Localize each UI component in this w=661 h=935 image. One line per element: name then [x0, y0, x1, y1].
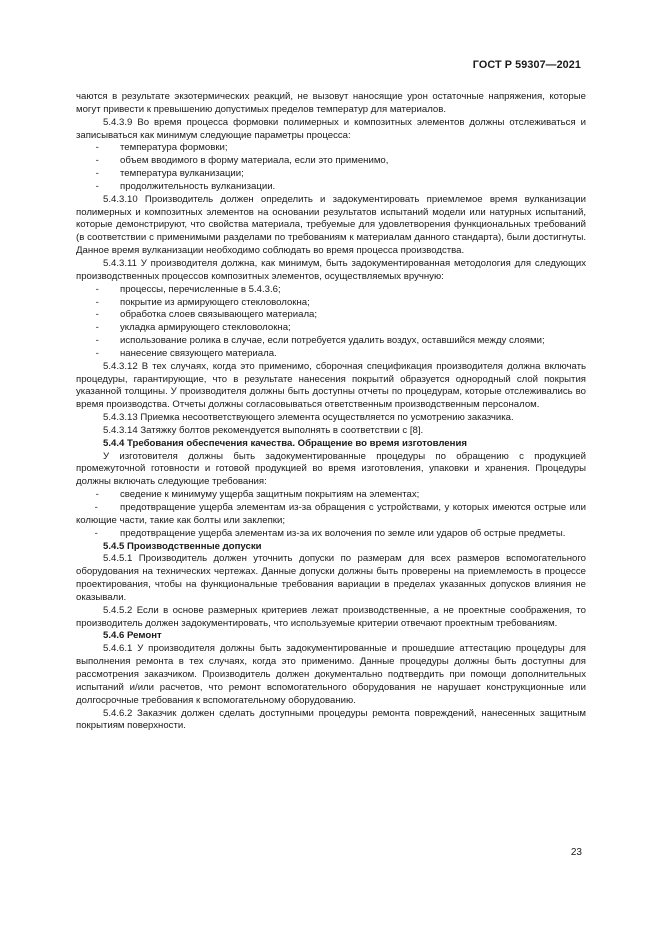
list-dash: - [76, 502, 98, 513]
paragraph: У изготовителя должны быть задокументированные процедуры по обращению с продукцией промежуточной готовности и готовой продукцией во время изготовления, упаковки и хранения. Процедуры должны включать следующие требования: [76, 450, 586, 488]
list-item-text: обработка слоев связывающего материала; [120, 309, 318, 321]
list-item [76, 309, 586, 322]
list-item-text: сведение к минимуму ущерба защитным покрытиям на элементах; [120, 489, 420, 501]
list-item [76, 502, 586, 528]
list-item [76, 335, 586, 348]
list-item [76, 155, 586, 168]
list-item-text: объем вводимого в форму материала, если это применимо, [120, 155, 389, 167]
list-item [76, 142, 586, 155]
list-dash: - [77, 168, 99, 180]
document-standard-title: ГОСТ Р 59307—2021 [472, 59, 581, 71]
list-dash: - [77, 296, 99, 308]
paragraph: 5.4.3.12 В тех случаях, когда это применимо, сборочная спецификация производителя должна включать процедуры, гарантирующие, что в результате нанесения покрытий образуется однородный слой покрытия указанной толщины. У производителя должны быть доступны отчеты по процедурам, которые отслеживались во время производства. Отчеты должны согласовываться ответственным производственным персоналом. [76, 360, 586, 411]
list-dash: - [77, 142, 99, 154]
list-dash: - [77, 335, 99, 347]
paragraph: 5.4.6.1 У производителя должны быть задокументированные и прошедшие аттестацию процедуры для выполнения ремонта в тех случаях, когда это применимо. Данные процедуры должны быть доступны для рассмотрения заказчиком. Производитель должен документально подтвердить при помощи дополнительных испытаний и/или расчетов, что ремонт вспомогательного оборудования не нарушает конструкционные или долгосрочные требования к вспомогательному оборудованию. [76, 643, 586, 706]
paragraph: 5.4.6.2 Заказчик должен сделать доступными процедуры ремонта повреждений, нанесенных защитным покрытиям поверхности. [76, 707, 586, 732]
document-body [76, 91, 586, 733]
list-item [76, 284, 586, 297]
list-item-text: покрытие из армирующего стекловолокна; [120, 296, 310, 308]
list-item-text: температура вулканизации; [120, 168, 244, 180]
paragraph: чаются в результате экзотермических реакций, не вызовут наносящие урон остаточные напряжения, которые могут привести к превышению допустимых пределов температур для материалов. [76, 91, 586, 115]
list-dash: - [77, 322, 99, 334]
list-item [76, 348, 586, 361]
list-item-text: нанесение связующего материала. [120, 347, 277, 359]
paragraph: 5.4.3.14 Затяжку болтов рекомендуется выполнять в соответствии с [8]. [103, 424, 424, 436]
list-item [76, 181, 586, 194]
list-dash: - [77, 489, 99, 501]
paragraph: 5.4.3.11 У производителя должна, как минимум, быть задокументированная методология для следующих производственных процессов композитных элементов, осуществляемых вручную: [76, 257, 586, 282]
list-dash: - [77, 180, 99, 192]
list-dash: - [77, 283, 99, 295]
list-item [76, 168, 586, 181]
paragraph: 5.4.5.1 Производитель должен уточнить допуски по размерам для всех размеров вспомогательного оборудования на технических чертежах. Данные допуски должны быть проверены на приемлемость в процессе проектирования, чтобы на функциональные требования вариации в пределах указанных допусков влияния не оказывали. [76, 553, 586, 603]
paragraph: 5.4.3.10 Производитель должен определить и задокументировать приемлемое время вулканизации полимерных и композитных элементов на основании результатов испытаний модели или натурных испытаний, которые демонстрируют, что свойства материала, требуемые для удовлетворения функциональных требований (в соответствии с применимыми разделами по требованиям к материалам данного стандарта), были достигнуты. Данное время вулканизации необходимо соблюдать во время процесса производства. [76, 193, 586, 257]
list-item [76, 322, 586, 335]
section-heading: 5.4.6 Ремонт [103, 630, 162, 642]
list-item-text: укладка армирующего стекловолокна; [120, 322, 291, 334]
page-number: 23 [570, 847, 582, 858]
list-item [76, 297, 586, 310]
list-item-text: предотвращение ущерба элементам из-за обращения с устройствами, у которых имеются острые или колющие части, такие как болты или заклепки; [76, 502, 586, 526]
list-item-text: температура формовки; [120, 142, 228, 154]
list-dash: - [76, 527, 98, 539]
list-item-text: продолжительность вулканизации. [120, 180, 276, 192]
list-item-text: процессы, перечисленные в 5.4.3.6; [120, 283, 281, 295]
list-dash: - [77, 309, 99, 321]
paragraph: 5.4.3.9 Во время процесса формовки полимерных и композитных элементов должны отслеживаться и записываться как минимум следующие параметры процесса: [76, 116, 586, 141]
list-dash: - [77, 155, 99, 167]
section-heading: 5.4.4 Требования обеспечения качества. Обращение во время изготовления [103, 437, 467, 449]
paragraph: 5.4.3.13 Приемка несоответствующего элемента осуществляется по усмотрению заказчика. [103, 412, 514, 424]
paragraph: 5.4.5.2 Если в основе размерных критериев лежат производственные, а не проектные соображения, то производитель должен задокументировать, что используемые критерии отвечают проектным требованиям. [76, 604, 586, 629]
section-heading: 5.4.5 Производственные допуски [103, 540, 262, 552]
list-item-text: использование ролика в случае, если потребуется удалить воздух, оставшийся между слоями; [120, 335, 545, 347]
list-dash: - [77, 347, 99, 359]
list-item [76, 528, 586, 541]
list-item-text: предотвращение ущерба элементам из-за их волочения по земле или ударов об острые предметы. [120, 527, 566, 539]
list-item [76, 489, 586, 502]
